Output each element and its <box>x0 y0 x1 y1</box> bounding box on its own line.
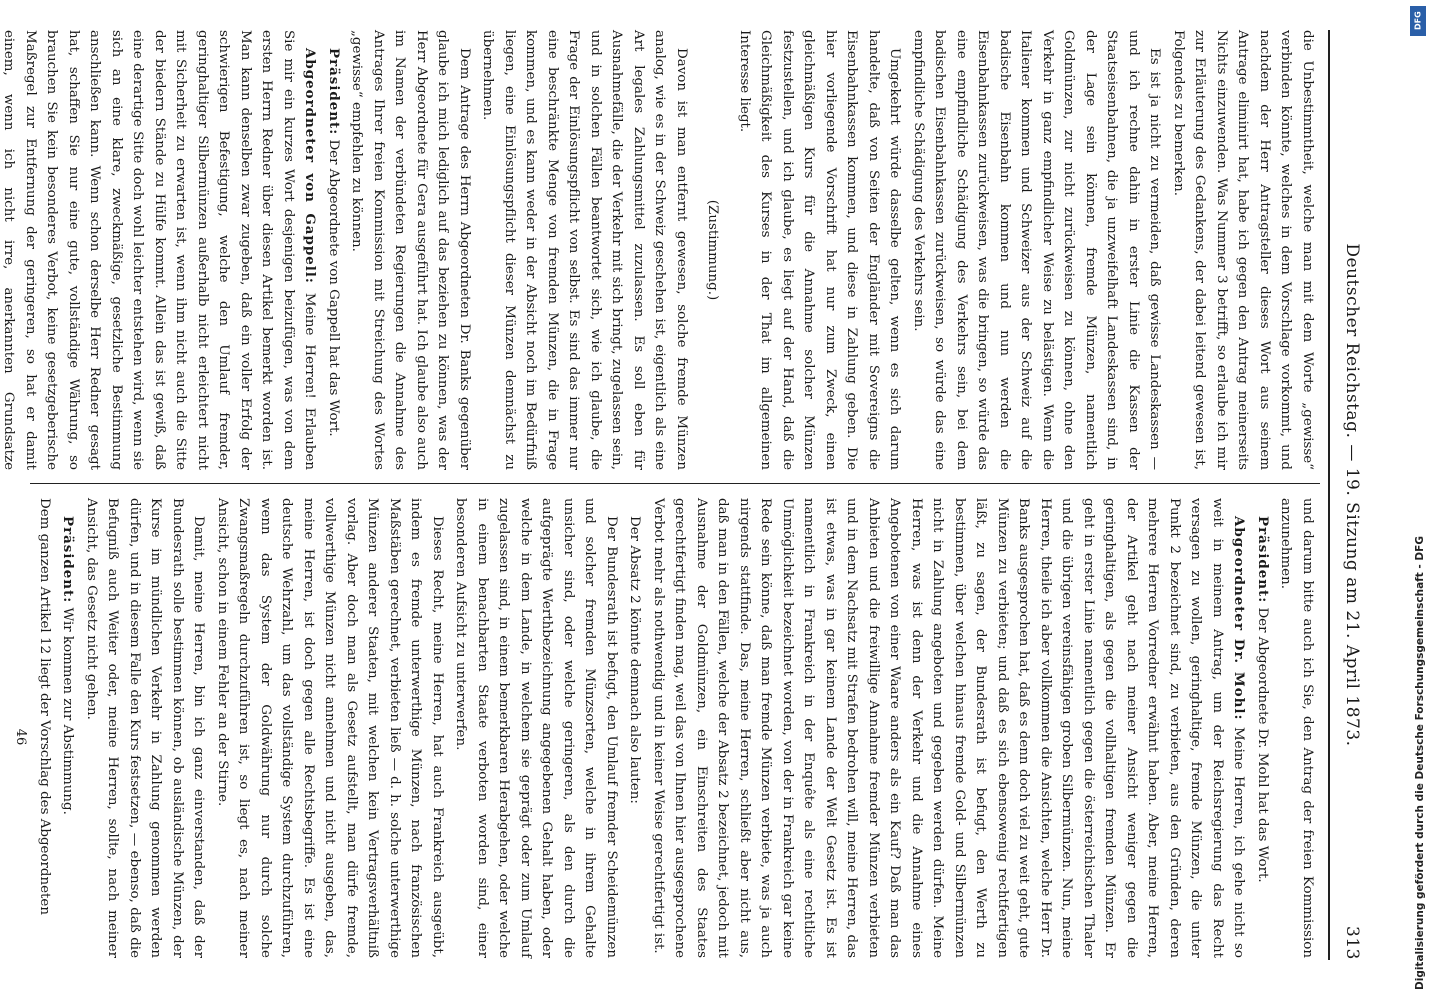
paragraph: Davon ist man entfernt gewesen, solche fremde Münzen analog, wie es in der Schweiz geschehen ist, eigentlich als eine Art legales Zahlungsmittel zuzulassen. Es soll eben für Ausnahmefälle, die der Verkehr mit sich bringt, zugelassen sein, und in solchen Fällen beantwortet sich, wie ich glaube, die Frage der Einlösungspflicht von selbst. Es sind das immer nur eine beschränkte Menge von fremden Münzen, die in Frage kommen, und es kann weder in der Absicht noch im Bedürfniß liegen, eine Einlösungspflicht dieser Münzen demnächst zu übernehmen. <box>480 30 689 470</box>
left-column <box>1 30 1318 470</box>
speaker-name: Abgeordneter von Gappell: <box>302 48 319 284</box>
speaker-name: Abgeordneter Dr. Mohl: <box>1231 516 1248 721</box>
speech-text: Der Abgeordnete Dr. Mohl hat das Wort. <box>1255 603 1270 883</box>
paragraph: Dem Antrage des Herrn Abgeordneten Dr. Banks gegenüber glaube ich mich lediglich auf das beziehen zu können, was der Herr Abgeordnete für Gera ausgeführt hat. Ich glaube also auch im Namen der verbündeten Regierungen die Annahme des Antrages Ihrer freien Kommission mit Streichung des Wortes „gewisse“ empfehlen zu können. <box>349 30 472 470</box>
page-number: 313 <box>1342 926 1362 960</box>
paragraph: Dieses Recht, meine Herren, hat auch Frankreich ausgeübt, indem es fremde unterwerthige Münzen, nach französischen Maßstäben gerechnet, verbieten ließ — d. h. solche unterwerthige Münzen anderer Staaten, mit welchen kein Vertragsverhältniß vorlag. Aber doch man als Gesetz aufstellt, man dürfe fremde, vollwerthige Münzen nicht annehmen und nicht ausgeben, das, meine Herren, ist doch gegen alle Rechtsbegriffe. Es ist eine deutsche Wehrzahl, um das vollständige System durchzuführen, wenn das System der Goldwährung nur durch solche Zwangsmaßregeln durchzuführen ist, so liegt es, nach meiner Ansicht, schon in einem Fehler an der Stirne. <box>215 498 445 958</box>
right-column <box>10 498 1318 958</box>
running-title: Deutscher Reichstag. — 19. Sitzung am 21. April 1873. <box>1342 243 1362 747</box>
paragraph: Damit, meine Herren, bin ich ganz einverstanden, daß der Bundesrath solle bestimmen können, ob ausländische Münzen, der Kurse im mündlichen Verkehr in Zahlung genommen werden dürfen, und in diesem Falle den Kurs festsetzen, — ebenso, daß die Befugniß auch Weiter oder, meine Herren, sollte, nach meiner Ansicht, das Gesetz nicht gehen. <box>84 498 207 958</box>
speaker-name: Präsident: <box>326 48 342 136</box>
paragraph: und darum bitte auch ich Sie, den Antrag der freien Kommission anzunehmen. <box>1278 498 1315 958</box>
digitization-credit <box>1380 0 1432 1000</box>
speech-paragraph <box>0 30 321 470</box>
page-header <box>1332 30 1372 960</box>
stage-direction: (Zustimmung.) <box>705 199 721 301</box>
paragraph: Der Bundesrath ist befugt, den Umlauf fremder Scheidemünzen und solcher fremden Münzsorten, welche in ihrem Gehalte unsicher sind, oder welche geringeren, als den durch die aufgeprägte Werthbezeichnung angegebenen Gehalt haben, oder welche in dem Lande, in welchem sie geprägt oder zum Umlauf zugelassen sind, in einem bemerkbaren Herabgehen, oder welche in einem benachbarten Staate verboten worden sind, einer besonderen Aufsicht zu unterwerfen. <box>453 498 619 958</box>
speech-text: Meine Herren, ich gehe nicht so weit in meinem Antrag, um der Reichsregierung das Recht versagen zu wollen, geringhaltige, fremde Münzen, die unter Punkt 2 bezeichnet sind, zu verbieten, aus den Gründen, deren mehrere Herren Vorredner erwähnt haben. Aber, meine Herren, der Artikel geht nach meiner Ansicht weniger gegen die geringhaltigen, als gegen die vollhaltigen fremden Münzen. Er geht in erster Linie namentlich gegen die österreichischen Thaler und die übrigen vereinsfähigen groben Silbermünzen. Nun, meine Herren, theile ich aber vollkommen die Ansichten, welche Herr Dr. Banks ausgesprochen hat, daß es denn doch viel zu weit geht, gute Münzen zu verbieten; und daß es sich ebensowenig rechtfertigen läßt, zu sagen, der Bundesrath ist befugt, den Werth zu bestimmen, über welchen hinaus fremde Gold- und Silbermünzen nicht in Zahlung angeboten und gegeben werden dürfen. Meine Herren, was ist denn der Verkehr und die Annahme eines Angebotenen von einer Waare anders als ein Kauf? Daß man das Anbieten und die freiwillige Annahme fremder Münzen verbieten und in dem Nachsatz mit Strafen bedrohen will, meine Herren, das ist etwas, was in gar keinem Lande der Welt Gesetz ist. Es ist namentlich in Frankreich in der Enquête als eine rechtliche Unmöglichkeit bezeichnet worden, von der in Frankreich gar keine Rede sein könne, daß man fremde Münzen verbiete, was ja auch nirgends stattfinde. Das, meine Herren, schließt aber nicht aus, daß man in den Fällen, welche der Absatz 2 bezeichnet, jedoch mit Ausnahme der Goldmünzen, ein Einschreiten des Staates gerechtfertigt finden mag, weil das von Ihnen hier ausgesprochene Verbot mehr als nothwendig und in keiner Weise gerechtfertigt ist. <box>651 498 1247 958</box>
credit-text: Digitalisierung gefördert durch die Deutsche Forschungsgemeinschaft - DFG <box>1414 536 1426 990</box>
column-separator <box>30 483 1320 484</box>
speech-text: Wir kommen zur Abstimmung. <box>60 603 76 815</box>
signature-line: 46 <box>13 728 29 746</box>
speech-paragraph <box>648 498 1250 958</box>
paragraph: Es ist ja nicht zu vermeiden, daß gewisse Landeskassen — und ich rechne dahin in erster Linie die Kassen der Staatseisenbahnen, die ja unzweifelhaft Landeskassen sind, in der Lage sein können, fremde Münzen, namentlich Goldmünzen, zur nicht zurückweisen zu können, ohne den Verkehr in ganz empfindlicher Weise zu belästigen. Wenn die Italiener kommen und Schweizer aus der Schweiz auf die badische Eisenbahn kommen und nun werden die Eisenbahnkassen zurückweisen, was die bringen, so würde das eine empfindliche Schädigung des Verkehrs sein, bei dem badischen Eisenbahnkassen zurückweisen, so würde das eine empfindliche Schädigung des Verkehrs sein. <box>911 30 1163 470</box>
paragraph: Dem ganzen Artikel 12 liegt der Vorschlag des Abgeordneten <box>37 498 52 915</box>
speech-paragraph <box>323 30 345 470</box>
speech-paragraph <box>57 498 79 958</box>
paragraph: Umgekehrt würde dasselbe gelten, wenn es sich darum handelte, daß von Seiten der Engländer mit Sovereigns die Eisenbahnkassen kommen, und diese in Zahlung geben. Die hier vorliegende Vorschrift hat nur zum Zweck, einen gleichmäßigen Kurs für die Annahme solcher Münzen festzustellen, und ich glaube, es liegt auf der Hand, daß die Gleichmäßigkeit des Kurses in der That im allgemeinen Interesse liegt. <box>737 30 903 470</box>
speech-paragraph <box>1252 498 1274 958</box>
speech-text: Meine Herren! Erlauben Sie mir ein kurzes Wort desjenigen beizufügen, was von dem ersten Herrn Redner über diesen Artikel bemerkt worden ist. Man kann denselben zwar zugeben, daß ein voller Erfolg der schwierigen Befestigung, welche den Umlauf fremder, geringhaltiger Silbermünzen außerhalb nicht erleichtert nicht mit Sicherheit zu erwarten ist, wenn ihm nicht auch die Sitte der biedern Stände zu Hülfe kommt. Allein das ist gewiß, daß eine derartige Sitte doch wohl leichter entstehen wird, wenn sie sich an eine klare, zweckmäßige, gesetzliche Bestimmung anschließen kann. Wenn schon derselbe Herr Redner gesagt hat, schaffen Sie nur eine gute, vollständige Währung, so brauchen Sie kein besonderes Verbot, keine gesetzgeberische Maßregel zur Entfernung der geringeren, so hat er damit einem, wenn ich nicht irre, anerkannten Grundsatze <box>1 30 318 470</box>
header-rule <box>1328 30 1330 960</box>
paragraph: die Unbestimmtheit, welche man mit dem Worte „gewisse“ verbinden könnte, welches in dem Vorschlage vorkommt, und nachdem der Herr Antragsteller dieses Wort aus seinem Antrage eliminirt hat, habe ich gegen den Antrag meinerseits Nichts einzuwenden. Was Nummer 3 betrifft, so erlaube ich mir zur Erläuterung des Gedankens, der dabei leitend gewesen ist, Folgendes zu bemerken. <box>1171 30 1315 470</box>
speech-text: Der Abgeordnete von Gappell hat das Wort. <box>326 135 341 437</box>
paragraph: Der Absatz 2 könnte demnach also lauten: <box>627 516 643 804</box>
speaker-name: Präsident: <box>60 516 77 604</box>
dfg-logo: DFG <box>1410 6 1426 36</box>
speaker-name: Präsident: <box>1255 516 1271 604</box>
